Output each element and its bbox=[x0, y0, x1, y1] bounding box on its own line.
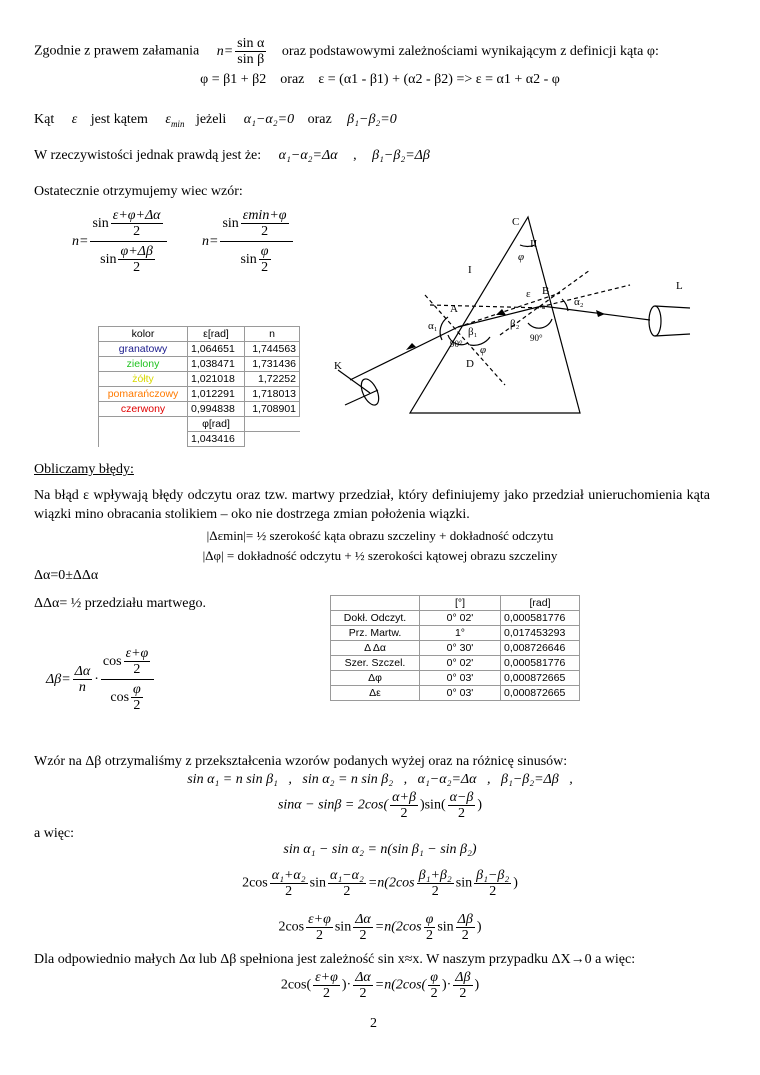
page-number: 2 bbox=[370, 1016, 377, 1031]
equation-d: 2cos( $\frac{\varepsilon+\varphi}{2}$ )· $\frac{\Delta\alpha}{2}$ =n(2cos( $\frac{\varphi}{2}$ )· $\frac{\Delta\beta}{2}$ ) bbox=[280, 970, 480, 1001]
ray-arrow bbox=[596, 310, 605, 317]
color-cell: czerwony bbox=[99, 402, 188, 417]
table-header-row: [°] [rad] bbox=[331, 596, 580, 611]
intro-line bbox=[34, 36, 659, 67]
equation-c: 2cos $\frac{\varepsilon+\varphi}{2}$ sin $\frac{\Delta\alpha}{2}$ =n(2cos $\frac{\varphi}{2}$ sin $\frac{\Delta\beta}{2}$ ) bbox=[278, 912, 482, 943]
label-k: K bbox=[334, 360, 342, 372]
table-row: Szer. Szczel. 0° 02' 0,000581776 bbox=[331, 656, 580, 671]
color-cell: pomarańczowy bbox=[99, 387, 188, 402]
table-row: Δφ 0° 03' 0,000872665 bbox=[331, 671, 580, 686]
n-equals: n= bbox=[216, 43, 234, 59]
color-cell: granatowy bbox=[99, 342, 188, 357]
intro-pre: Zgodnie z prawem załamania bbox=[34, 43, 200, 59]
beam-edge bbox=[338, 370, 370, 393]
phi-value-cell: 1,043416 bbox=[188, 432, 245, 447]
delta-delta-alpha-line: ΔΔα= ½ przedziału martwego. bbox=[34, 596, 207, 611]
delta-phi-line: |Δφ| = dokładność odczytu + ½ szerokości kątowej obrazu szczeliny bbox=[202, 548, 558, 563]
incident-ray bbox=[350, 327, 458, 380]
label-a: A bbox=[450, 303, 458, 315]
label-beta2: β₂ bbox=[510, 318, 520, 330]
label-b: B bbox=[542, 285, 550, 297]
rzeczywistosc-line: W rzeczywistości jednak prawdą jest że: α₁−α₂=Δα , β₁−β₂=Δβ bbox=[34, 148, 430, 163]
equation-a: sin α₁ − sin α₂ = n(sin β₁ − sin β₂) bbox=[283, 842, 477, 857]
formula-n-min: n= sin $\frac{\varepsilon\min+\varphi}{2}$ sin $\frac{\varphi}{2}$ bbox=[202, 208, 293, 275]
label-90a: 90° bbox=[450, 339, 463, 349]
table-row: czerwony 0,994838 1,708901 bbox=[99, 402, 300, 417]
prism-diagram bbox=[330, 205, 710, 435]
kat-line: Kąt ε jest kątem $\varepsilon_{min}$ jeżeli α₁−α₂=0 oraz β₁−β₂=0 bbox=[34, 112, 397, 129]
equation-b: 2cos $\frac{\text{α₁+α₂}}{2}$ sin $\frac{\text{α₁−α₂}}{2}$ =n(2cos $\frac{\text{β₁+β₂}}{2}$ sin $\frac{\text{β₁−β₂}}{2}$ ) bbox=[242, 868, 518, 899]
label-l: L bbox=[676, 280, 683, 292]
label-ii: II bbox=[530, 238, 538, 250]
normal-at-a bbox=[425, 295, 505, 385]
refraction-table bbox=[98, 326, 300, 447]
table-row: pomarańczowy 1,012291 1,718013 bbox=[99, 387, 300, 402]
delta-eps-line: |Δεmin|= ½ szerokość kąta obrazu szczeliny + dokładność odczytu bbox=[206, 528, 554, 543]
label-eps: ε bbox=[526, 288, 531, 300]
formula-delta-beta: Δβ= $\frac{\Delta\alpha}{n}$ · cos $\frac{\varepsilon+\varphi}{2}$ cos $\frac{\varphi}{2}$ bbox=[46, 646, 154, 713]
epsilon-equation: φ = β1 + β2 oraz ε = (α1 - β1) + (α2 - β2) => ε = α1 + α2 - φ bbox=[200, 72, 560, 87]
derivation-intro: Wzór na Δβ otrzymaliśmy z przekształcenia wzorów podanych wyżej oraz na różnicę sinusów: bbox=[34, 754, 568, 769]
table-row: Δε 0° 03' 0,000872665 bbox=[331, 686, 580, 701]
ostatecznie-line: Ostatecznie otrzymujemy wiec wzór: bbox=[34, 184, 243, 199]
errors-table bbox=[330, 595, 580, 701]
intro-post: oraz podstawowymi zależnościami wynikającym z definicji kąta φ: bbox=[281, 43, 659, 59]
color-cell: zielony bbox=[99, 357, 188, 372]
small-angle-line: Dla odpowiednio małych Δα lub Δβ spełniona jest zależność sin x≈x. W naszym przypadku ΔX→0 a więc: bbox=[34, 952, 636, 967]
table-row: Prz. Martw. 1° 0,017453293 bbox=[331, 626, 580, 641]
outgoing-ray bbox=[542, 306, 650, 320]
table-header-row: kolor ε[rad] n bbox=[99, 327, 300, 342]
sine-difference: sinα − sinβ = 2cos( $\frac{\alpha+\beta}{2}$ )sin( $\frac{\alpha-\beta}{2}$ ) bbox=[277, 790, 483, 821]
label-alpha1: α₁ bbox=[428, 320, 438, 332]
table-row: granatowy 1,064651 1,744563 bbox=[99, 342, 300, 357]
bledy-paragraph: Na błąd ε wpływają błędy odczytu oraz tzw. martwy przedział, który definiujemy jako przedział unieruchomienia kąta wiązki mino obracania stolikiem – oko nie dostrzega zmian położenia wiązki. bbox=[34, 488, 710, 522]
table-row: żółty 1,021018 1,72252 bbox=[99, 372, 300, 387]
label-c: C bbox=[512, 216, 520, 228]
label-alpha2: α₂ bbox=[574, 296, 584, 308]
telescope-edge bbox=[655, 334, 690, 336]
table-row: Δ Δα 0° 30' 0,008726646 bbox=[331, 641, 580, 656]
label-phi-top: φ bbox=[518, 251, 525, 263]
label-d: D bbox=[466, 358, 474, 370]
arc-90b bbox=[528, 319, 552, 328]
snell-equations: sin α₁ = n sin β₁ , sin α₂ = n sin β₂ , α₁−α₂=Δα , β₁−β₂=Δβ , bbox=[187, 772, 573, 787]
formula-n-general: n= sin $\frac{\varepsilon+\varphi+\Delta\alpha}{2}$ sin $\frac{\varphi+\Delta\beta}{2}$ bbox=[72, 208, 167, 275]
table-row: zielony 1,038471 1,731436 bbox=[99, 357, 300, 372]
snell-fraction: $\frac{\text{sin α}}{\text{sin β}}$ bbox=[237, 36, 265, 67]
beam-edge bbox=[345, 390, 378, 405]
table-row: Dokł. Odczyt. 0° 02' 0,000581776 bbox=[331, 611, 580, 626]
table-row bbox=[99, 417, 300, 432]
phi-label-cell: φ[rad] bbox=[188, 417, 245, 432]
section-title-bledy: Obliczamy błędy: bbox=[34, 462, 134, 477]
label-i: I bbox=[468, 264, 472, 276]
collimator-lens bbox=[358, 376, 383, 407]
color-cell: żółty bbox=[99, 372, 188, 387]
ray-arrow bbox=[496, 309, 506, 315]
label-phi-mid: φ bbox=[480, 344, 487, 356]
table-row bbox=[99, 432, 300, 447]
label-beta1: β₁ bbox=[468, 326, 478, 338]
telescope-lens bbox=[649, 306, 661, 336]
delta-alpha-line: Δα=0±ΔΔα bbox=[34, 568, 99, 583]
arc-alpha1 bbox=[440, 317, 448, 340]
a-wiec: a więc: bbox=[34, 826, 75, 841]
telescope-edge bbox=[655, 306, 690, 308]
incident-extension bbox=[430, 305, 545, 308]
extension-line bbox=[458, 293, 560, 327]
label-90b: 90° bbox=[530, 333, 543, 343]
